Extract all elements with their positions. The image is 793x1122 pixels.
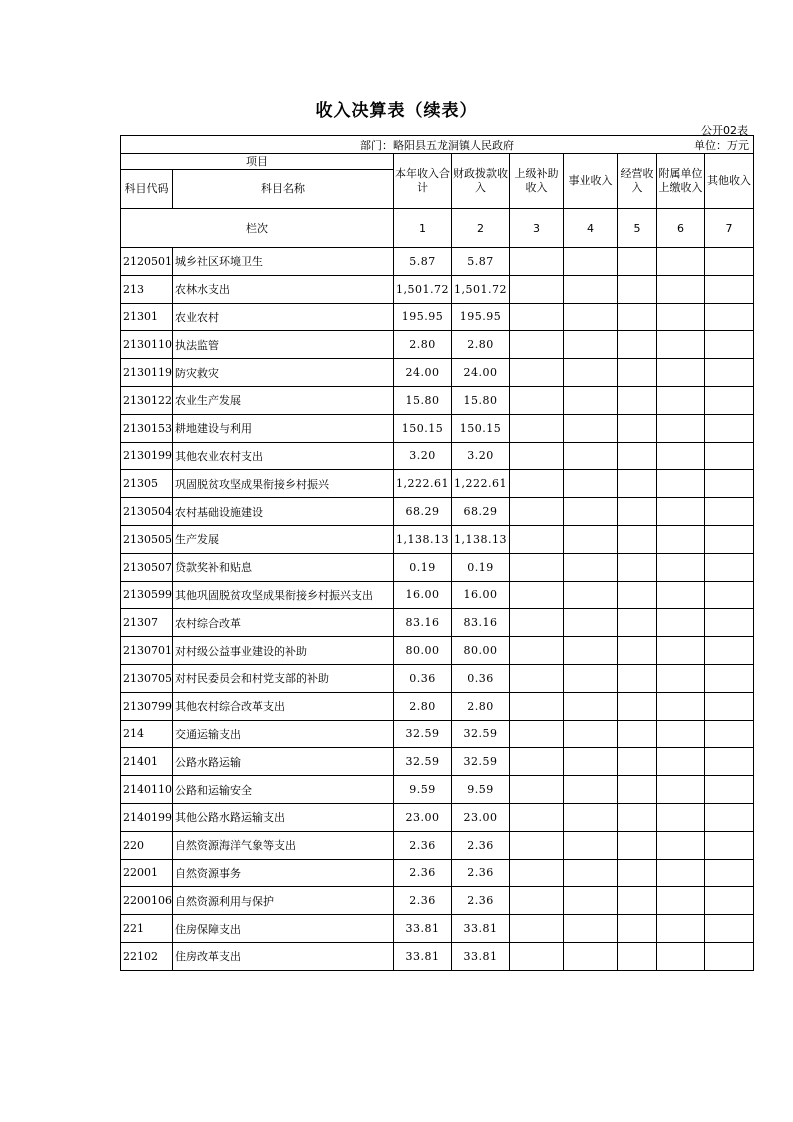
table-row <box>121 581 754 609</box>
affiliated-income-cell <box>657 414 705 442</box>
upper-subsidy-cell <box>510 359 564 387</box>
col-index: 3 <box>510 209 564 248</box>
total-income-cell: 33.81 <box>394 942 452 970</box>
affiliated-income-cell <box>657 831 705 859</box>
upper-subsidy-cell <box>510 803 564 831</box>
table-row <box>121 720 754 748</box>
col-index: 4 <box>564 209 618 248</box>
upper-subsidy-cell <box>510 386 564 414</box>
subject-name-cell: 其他农业农村支出 <box>173 442 394 470</box>
other-income-cell <box>705 498 754 526</box>
col-index: 5 <box>618 209 657 248</box>
subject-code-cell: 2130599 <box>121 581 173 609</box>
operating-income-cell <box>618 275 657 303</box>
upper-subsidy-cell <box>510 887 564 915</box>
subject-code-cell: 213 <box>121 275 173 303</box>
upper-subsidy-cell <box>510 331 564 359</box>
total-income-cell: 32.59 <box>394 720 452 748</box>
total-income-cell: 33.81 <box>394 915 452 943</box>
affiliated-income-cell <box>657 525 705 553</box>
subject-code-cell: 2130505 <box>121 525 173 553</box>
upper-subsidy-cell <box>510 525 564 553</box>
other-income-cell <box>705 386 754 414</box>
table-row <box>121 275 754 303</box>
business-income-cell <box>564 553 618 581</box>
fiscal-grant-cell: 2.36 <box>452 831 510 859</box>
upper-subsidy-cell <box>510 581 564 609</box>
affiliated-income-cell <box>657 720 705 748</box>
table-row <box>121 887 754 915</box>
total-income-cell: 83.16 <box>394 609 452 637</box>
affiliated-income-cell <box>657 359 705 387</box>
fiscal-grant-cell: 1,138.13 <box>452 525 510 553</box>
table-row <box>121 831 754 859</box>
business-income-cell <box>564 720 618 748</box>
page-title: 收入决算表（续表） <box>315 101 478 121</box>
other-income-cell <box>705 776 754 804</box>
subject-name-cell: 其他农村综合改革支出 <box>173 692 394 720</box>
subject-name-cell: 农业农村 <box>173 303 394 331</box>
fiscal-grant-cell: 0.36 <box>452 664 510 692</box>
total-income-cell: 1,501.72 <box>394 275 452 303</box>
table-row <box>121 331 754 359</box>
subject-name-cell: 对村民委员会和村党支部的补助 <box>173 664 394 692</box>
total-income-cell: 195.95 <box>394 303 452 331</box>
operating-income-cell <box>618 609 657 637</box>
subject-code-cell: 220 <box>121 831 173 859</box>
operating-income-cell <box>618 525 657 553</box>
affiliated-income-cell <box>657 692 705 720</box>
subject-code-cell: 21307 <box>121 609 173 637</box>
subject-name-cell: 自然资源事务 <box>173 859 394 887</box>
total-income-cell: 2.36 <box>394 887 452 915</box>
fiscal-grant-cell: 1,501.72 <box>452 275 510 303</box>
operating-income-cell <box>618 498 657 526</box>
subject-code-cell: 2130507 <box>121 553 173 581</box>
business-income-cell <box>564 498 618 526</box>
total-income-cell: 5.87 <box>394 248 452 276</box>
upper-subsidy-cell <box>510 303 564 331</box>
business-income-cell <box>564 331 618 359</box>
subject-name-cell: 贷款奖补和贴息 <box>173 553 394 581</box>
operating-income-header: 经营收入 <box>618 154 657 209</box>
business-income-cell <box>564 303 618 331</box>
upper-subsidy-cell <box>510 553 564 581</box>
business-income-header: 事业收入 <box>564 154 618 209</box>
affiliated-income-cell <box>657 664 705 692</box>
table-row <box>121 303 754 331</box>
subject-code-cell: 2130119 <box>121 359 173 387</box>
affiliated-income-cell <box>657 803 705 831</box>
subject-code-cell: 2140110 <box>121 776 173 804</box>
table-row <box>121 498 754 526</box>
other-income-cell <box>705 692 754 720</box>
other-income-cell <box>705 303 754 331</box>
affiliated-income-cell <box>657 581 705 609</box>
total-income-cell: 68.29 <box>394 498 452 526</box>
subject-name-cell: 住房保障支出 <box>173 915 394 943</box>
subject-code-cell: 214 <box>121 720 173 748</box>
total-income-cell: 15.80 <box>394 386 452 414</box>
affiliated-income-cell <box>657 248 705 276</box>
subject-code-header: 科目代码 <box>121 170 173 209</box>
other-income-cell <box>705 915 754 943</box>
other-income-cell <box>705 720 754 748</box>
business-income-cell <box>564 831 618 859</box>
upper-subsidy-cell <box>510 498 564 526</box>
fiscal-grant-cell: 68.29 <box>452 498 510 526</box>
other-income-cell <box>705 859 754 887</box>
affiliated-income-cell <box>657 303 705 331</box>
table-row <box>121 915 754 943</box>
other-income-cell <box>705 748 754 776</box>
total-income-cell: 150.15 <box>394 414 452 442</box>
business-income-cell <box>564 803 618 831</box>
unit-label: 单位：万元 <box>694 139 750 152</box>
total-income-cell: 2.80 <box>394 692 452 720</box>
upper-subsidy-cell <box>510 442 564 470</box>
subject-code-cell: 22001 <box>121 859 173 887</box>
business-income-cell <box>564 248 618 276</box>
fiscal-grant-cell: 1,222.61 <box>452 470 510 498</box>
subject-code-cell: 2200106 <box>121 887 173 915</box>
department-label: 部门：略阳县五龙洞镇人民政府 <box>360 138 515 152</box>
total-income-cell: 16.00 <box>394 581 452 609</box>
other-income-cell <box>705 359 754 387</box>
business-income-cell <box>564 748 618 776</box>
business-income-cell <box>564 915 618 943</box>
upper-subsidy-cell <box>510 664 564 692</box>
other-income-cell <box>705 637 754 665</box>
subject-code-cell: 2130110 <box>121 331 173 359</box>
operating-income-cell <box>618 859 657 887</box>
fiscal-grant-cell: 24.00 <box>452 359 510 387</box>
upper-subsidy-cell <box>510 275 564 303</box>
table-row <box>121 553 754 581</box>
business-income-cell <box>564 275 618 303</box>
table-row <box>121 442 754 470</box>
upper-subsidy-cell <box>510 248 564 276</box>
other-income-cell <box>705 887 754 915</box>
affiliated-income-cell <box>657 498 705 526</box>
affiliated-income-cell <box>657 887 705 915</box>
operating-income-cell <box>618 692 657 720</box>
subject-code-cell: 2130122 <box>121 386 173 414</box>
other-income-cell <box>705 803 754 831</box>
other-income-cell <box>705 248 754 276</box>
operating-income-cell <box>618 915 657 943</box>
subject-code-cell: 21401 <box>121 748 173 776</box>
upper-subsidy-cell <box>510 831 564 859</box>
total-income-cell: 9.59 <box>394 776 452 804</box>
subject-code-cell: 2140199 <box>121 803 173 831</box>
operating-income-cell <box>618 414 657 442</box>
table-row <box>121 664 754 692</box>
other-income-cell <box>705 414 754 442</box>
subject-code-cell: 221 <box>121 915 173 943</box>
subject-name-cell: 城乡社区环境卫生 <box>173 248 394 276</box>
upper-subsidy-cell <box>510 414 564 442</box>
subject-name-cell: 巩固脱贫攻坚成果衔接乡村振兴 <box>173 470 394 498</box>
other-income-cell <box>705 609 754 637</box>
business-income-cell <box>564 359 618 387</box>
fiscal-grant-cell: 0.19 <box>452 553 510 581</box>
table-row <box>121 414 754 442</box>
affiliated-income-cell <box>657 748 705 776</box>
upper-subsidy-header: 上级补助收入 <box>510 154 564 209</box>
table-row <box>121 637 754 665</box>
operating-income-cell <box>618 803 657 831</box>
table-row <box>121 803 754 831</box>
table-row <box>121 248 754 276</box>
total-income-cell: 23.00 <box>394 803 452 831</box>
subject-name-cell: 其他巩固脱贫攻坚成果衔接乡村振兴支出 <box>173 581 394 609</box>
operating-income-cell <box>618 720 657 748</box>
subject-name-cell: 其他公路水路运输支出 <box>173 803 394 831</box>
total-income-cell: 0.19 <box>394 553 452 581</box>
business-income-cell <box>564 470 618 498</box>
operating-income-cell <box>618 470 657 498</box>
table-row <box>121 386 754 414</box>
business-income-cell <box>564 887 618 915</box>
business-income-cell <box>564 581 618 609</box>
business-income-cell <box>564 692 618 720</box>
total-income-cell: 3.20 <box>394 442 452 470</box>
fiscal-grant-cell: 150.15 <box>452 414 510 442</box>
affiliated-income-cell <box>657 442 705 470</box>
operating-income-cell <box>618 442 657 470</box>
table-row <box>121 776 754 804</box>
upper-subsidy-cell <box>510 609 564 637</box>
total-income-cell: 32.59 <box>394 748 452 776</box>
affiliated-income-cell <box>657 275 705 303</box>
subject-name-cell: 自然资源利用与保护 <box>173 887 394 915</box>
other-income-cell <box>705 470 754 498</box>
subject-code-cell: 2130153 <box>121 414 173 442</box>
subject-name-cell: 农村综合改革 <box>173 609 394 637</box>
fiscal-grant-cell: 80.00 <box>452 637 510 665</box>
operating-income-cell <box>618 359 657 387</box>
subject-name-cell: 农业生产发展 <box>173 386 394 414</box>
affiliated-income-cell <box>657 942 705 970</box>
table-row <box>121 692 754 720</box>
table-row <box>121 609 754 637</box>
subject-name-cell: 自然资源海洋气象等支出 <box>173 831 394 859</box>
fiscal-grant-cell: 16.00 <box>452 581 510 609</box>
other-income-cell <box>705 553 754 581</box>
business-income-cell <box>564 609 618 637</box>
subject-name-cell: 公路水路运输 <box>173 748 394 776</box>
subject-code-cell: 2120501 <box>121 248 173 276</box>
subject-code-cell: 2130199 <box>121 442 173 470</box>
upper-subsidy-cell <box>510 748 564 776</box>
income-table <box>120 135 754 971</box>
operating-income-cell <box>618 248 657 276</box>
subject-name-cell: 交通运输支出 <box>173 720 394 748</box>
other-income-cell <box>705 331 754 359</box>
business-income-cell <box>564 664 618 692</box>
other-income-cell <box>705 525 754 553</box>
subject-name-header: 科目名称 <box>173 170 394 209</box>
fiscal-grant-cell: 33.81 <box>452 942 510 970</box>
fiscal-grant-cell: 32.59 <box>452 720 510 748</box>
other-income-header: 其他收入 <box>705 154 754 209</box>
fiscal-grant-cell: 32.59 <box>452 748 510 776</box>
business-income-cell <box>564 942 618 970</box>
operating-income-cell <box>618 303 657 331</box>
subject-name-cell: 耕地建设与利用 <box>173 414 394 442</box>
table-row <box>121 859 754 887</box>
upper-subsidy-cell <box>510 776 564 804</box>
operating-income-cell <box>618 386 657 414</box>
business-income-cell <box>564 414 618 442</box>
business-income-cell <box>564 386 618 414</box>
operating-income-cell <box>618 637 657 665</box>
subject-code-cell: 22102 <box>121 942 173 970</box>
subject-name-cell: 公路和运输安全 <box>173 776 394 804</box>
department-row <box>121 136 754 154</box>
total-income-cell: 2.36 <box>394 859 452 887</box>
affiliated-income-cell <box>657 331 705 359</box>
table-row <box>121 470 754 498</box>
table-row <box>121 942 754 970</box>
subject-name-cell: 防灾救灾 <box>173 359 394 387</box>
total-income-cell: 1,138.13 <box>394 525 452 553</box>
other-income-cell <box>705 664 754 692</box>
business-income-cell <box>564 525 618 553</box>
operating-income-cell <box>618 331 657 359</box>
fiscal-grant-cell: 5.87 <box>452 248 510 276</box>
form-code: 公开02表 <box>701 124 748 137</box>
business-income-cell <box>564 859 618 887</box>
other-income-cell <box>705 831 754 859</box>
other-income-cell <box>705 942 754 970</box>
fiscal-grant-cell: 2.80 <box>452 692 510 720</box>
other-income-cell <box>705 581 754 609</box>
total-income-cell: 1,222.61 <box>394 470 452 498</box>
col-index: 6 <box>657 209 705 248</box>
subject-code-cell: 2130701 <box>121 637 173 665</box>
affiliated-income-cell <box>657 859 705 887</box>
affiliated-income-cell <box>657 776 705 804</box>
col-index: 1 <box>394 209 452 248</box>
col-index: 7 <box>705 209 754 248</box>
table-row <box>121 748 754 776</box>
affiliated-income-cell <box>657 553 705 581</box>
col-index: 2 <box>452 209 510 248</box>
affiliated-income-cell <box>657 609 705 637</box>
affiliated-income-cell <box>657 915 705 943</box>
fiscal-grant-cell: 2.36 <box>452 859 510 887</box>
business-income-cell <box>564 776 618 804</box>
operating-income-cell <box>618 887 657 915</box>
operating-income-cell <box>618 664 657 692</box>
fiscal-grant-cell: 23.00 <box>452 803 510 831</box>
operating-income-cell <box>618 942 657 970</box>
operating-income-cell <box>618 553 657 581</box>
affiliated-income-header: 附属单位上缴收入 <box>657 154 705 209</box>
business-income-cell <box>564 637 618 665</box>
subject-code-cell: 2130705 <box>121 664 173 692</box>
affiliated-income-cell <box>657 386 705 414</box>
operating-income-cell <box>618 581 657 609</box>
subject-name-cell: 执法监管 <box>173 331 394 359</box>
fiscal-grant-cell: 83.16 <box>452 609 510 637</box>
row-index-label: 栏次 <box>121 209 394 248</box>
fiscal-grant-cell: 195.95 <box>452 303 510 331</box>
operating-income-cell <box>618 748 657 776</box>
total-income-cell: 2.36 <box>394 831 452 859</box>
total-income-cell: 24.00 <box>394 359 452 387</box>
other-income-cell <box>705 442 754 470</box>
subject-name-cell: 农村基础设施建设 <box>173 498 394 526</box>
total-income-cell: 2.80 <box>394 331 452 359</box>
upper-subsidy-cell <box>510 692 564 720</box>
fiscal-grant-cell: 3.20 <box>452 442 510 470</box>
fiscal-grant-cell: 33.81 <box>452 915 510 943</box>
upper-subsidy-cell <box>510 637 564 665</box>
fiscal-grant-cell: 2.80 <box>452 331 510 359</box>
affiliated-income-cell <box>657 637 705 665</box>
total-income-header: 本年收入合计 <box>394 154 452 209</box>
item-header: 项目 <box>121 154 394 170</box>
table-row <box>121 525 754 553</box>
upper-subsidy-cell <box>510 470 564 498</box>
upper-subsidy-cell <box>510 859 564 887</box>
fiscal-grant-cell: 9.59 <box>452 776 510 804</box>
total-income-cell: 80.00 <box>394 637 452 665</box>
subject-code-cell: 21301 <box>121 303 173 331</box>
subject-name-cell: 住房改革支出 <box>173 942 394 970</box>
fiscal-grant-cell: 15.80 <box>452 386 510 414</box>
upper-subsidy-cell <box>510 942 564 970</box>
upper-subsidy-cell <box>510 720 564 748</box>
fiscal-grant-cell: 2.36 <box>452 887 510 915</box>
affiliated-income-cell <box>657 470 705 498</box>
operating-income-cell <box>618 831 657 859</box>
other-income-cell <box>705 275 754 303</box>
total-income-cell: 0.36 <box>394 664 452 692</box>
upper-subsidy-cell <box>510 915 564 943</box>
subject-code-cell: 2130504 <box>121 498 173 526</box>
subject-name-cell: 生产发展 <box>173 525 394 553</box>
subject-name-cell: 对村级公益事业建设的补助 <box>173 637 394 665</box>
subject-code-cell: 2130799 <box>121 692 173 720</box>
business-income-cell <box>564 442 618 470</box>
operating-income-cell <box>618 776 657 804</box>
table-row <box>121 359 754 387</box>
subject-code-cell: 21305 <box>121 470 173 498</box>
subject-name-cell: 农林水支出 <box>173 275 394 303</box>
fiscal-grant-header: 财政拨款收入 <box>452 154 510 209</box>
